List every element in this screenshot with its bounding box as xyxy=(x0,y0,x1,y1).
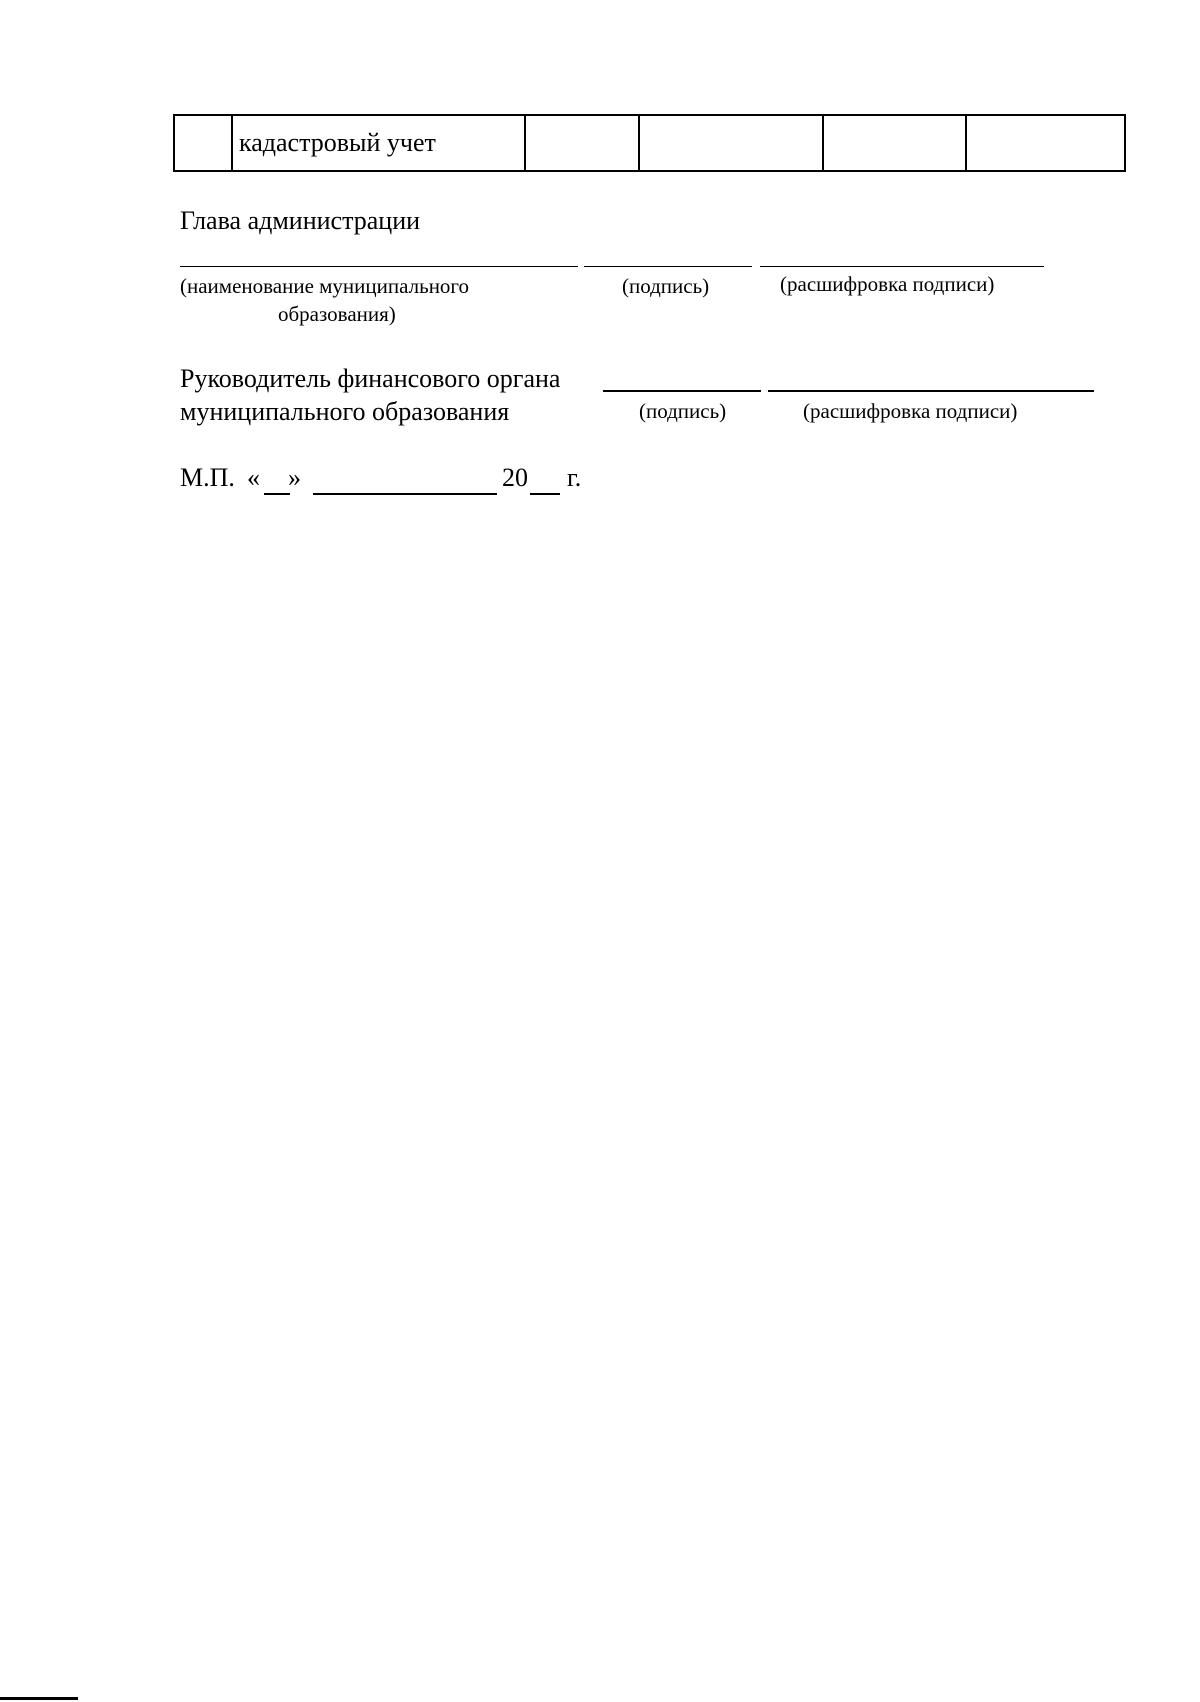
name-caption-line1: (наименование муниципального xyxy=(180,274,470,298)
month-blank-line xyxy=(313,493,497,495)
report-table xyxy=(173,114,1126,172)
table-cell-number xyxy=(174,115,232,171)
day-blank-line xyxy=(264,493,290,495)
finance-signature-caption: (подпись) xyxy=(639,399,727,423)
name-caption-line2: образования) xyxy=(278,302,396,326)
table-cell xyxy=(823,115,966,171)
signature-line xyxy=(584,266,752,267)
table-cell xyxy=(966,115,1125,171)
finance-signature-line xyxy=(603,390,761,392)
table-cell xyxy=(639,115,823,171)
table-cell-description: кадастровый учет xyxy=(232,115,525,171)
name-line xyxy=(180,266,578,267)
seal-label: М.П. xyxy=(180,463,235,492)
year-prefix: 20 xyxy=(502,463,528,492)
head-title: Глава администрации xyxy=(180,206,421,235)
table-cell xyxy=(525,115,639,171)
finance-decoding-caption: (расшифровка подписи) xyxy=(803,399,1018,423)
finance-title-line1: Руководитель финансового органа xyxy=(180,364,561,393)
year-blank-line xyxy=(530,493,560,495)
scan-edge-mark xyxy=(0,1697,78,1700)
signature-caption: (подпись) xyxy=(622,274,710,298)
year-suffix: г. xyxy=(567,463,582,492)
date-close-quote: » xyxy=(288,463,301,492)
date-open-quote: « xyxy=(247,463,260,492)
decoding-caption: (расшифровка подписи) xyxy=(780,272,995,296)
table-row xyxy=(174,115,1125,171)
decoding-line xyxy=(760,266,1044,267)
finance-title-line2: муниципального образования xyxy=(180,397,510,426)
finance-decoding-line xyxy=(768,390,1094,392)
